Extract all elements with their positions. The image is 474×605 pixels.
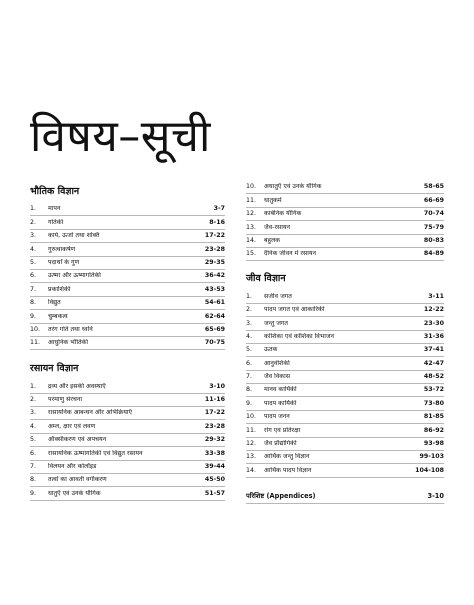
- toc-item-number: 9.: [30, 489, 37, 497]
- toc-item: [30, 230, 225, 243]
- section-bhautik: [30, 185, 225, 350]
- toc-item: [246, 397, 444, 410]
- toc-item-pages: 17-22: [204, 232, 225, 240]
- toc-item-pages: 29-35: [204, 258, 225, 266]
- toc-item-number: 2.: [246, 306, 253, 314]
- toc-item: [30, 447, 225, 460]
- toc-item-pages: 11-16: [204, 396, 225, 404]
- toc-item-pages: 45-50: [204, 476, 225, 484]
- toc-item-pages: 62-64: [204, 312, 225, 320]
- toc-item-pages: 73-80: [423, 399, 444, 407]
- toc-item-number: 5.: [246, 346, 253, 354]
- section-rasayan: [30, 362, 225, 501]
- toc-item: [246, 384, 444, 397]
- toc-item-number: 5.: [30, 258, 37, 266]
- toc-item-pages: 70-74: [423, 210, 444, 218]
- toc-item-pages: 93-98: [423, 440, 444, 448]
- toc-item: [30, 283, 225, 296]
- toc-list: [246, 181, 444, 261]
- section-heading: भौतिक विज्ञान: [30, 186, 80, 197]
- toc-item: [30, 243, 225, 256]
- toc-item-label: कार्बनिक यौगिक: [264, 210, 302, 218]
- toc-item-number: 11.: [246, 426, 257, 434]
- toc-item-pages: 3-10: [209, 382, 225, 390]
- toc-item: [30, 407, 225, 420]
- toc-item-label: ऑक्सीकरण एवं अपचयन: [48, 436, 107, 444]
- toc-item-label: चुम्बकत्व: [48, 312, 68, 320]
- section-heading: जीव विज्ञान: [246, 273, 286, 285]
- toc-item-number: 14.: [246, 466, 257, 474]
- toc-item: [30, 324, 225, 337]
- toc-item-pages: 3-11: [428, 292, 444, 300]
- toc-item-label: कार्य, ऊर्जा तथा शक्ति: [48, 232, 100, 240]
- toc-item-pages: 66-69: [423, 196, 444, 204]
- toc-item-pages: 51-57: [204, 489, 225, 497]
- toc-item-number: 2.: [30, 396, 37, 404]
- toc-item: [30, 487, 225, 500]
- toc-item-label: विलयन और कोलॉइड: [48, 463, 97, 471]
- toc-item-pages: 81-85: [423, 413, 444, 421]
- toc-item: [246, 331, 444, 344]
- toc-item-pages: 65-69: [204, 325, 225, 333]
- toc-item-number: 6.: [30, 272, 37, 280]
- toc-item-label: रासायनिक ऊष्मागतिकी एवं विद्युत रसायन: [48, 449, 143, 457]
- toc-item-number: 3.: [30, 232, 37, 240]
- toc-item-number: 9.: [30, 312, 37, 320]
- toc-item-label: पदार्थों के गुण: [48, 258, 80, 266]
- toc-item-label: जन्तु जगत: [264, 319, 289, 327]
- toc-item-label: धातुएँ एवं उनके यौगिक: [48, 489, 101, 497]
- toc-item-number: 3.: [30, 409, 37, 417]
- toc-item-pages: 80-83: [423, 236, 444, 244]
- toc-item-label: विद्युत: [48, 299, 61, 307]
- toc-item-label: आर्थिक पादप विज्ञान: [264, 466, 312, 474]
- toc-item-pages: 58-65: [423, 183, 444, 191]
- toc-item-label: जैव-रसायन: [264, 223, 291, 231]
- toc-item-label: मापन: [48, 205, 61, 213]
- toc-item-number: 12.: [246, 440, 257, 448]
- toc-item-number: 8.: [246, 386, 253, 394]
- toc-item-label: सजीव जगत: [264, 292, 292, 300]
- toc-item-pages: 23-30: [423, 319, 444, 327]
- toc-item-label: परमाणु संरचना: [48, 396, 83, 404]
- toc-item: [246, 411, 444, 424]
- toc-item-number: 13.: [246, 453, 257, 461]
- toc-item-label: आधुनिक भौतिकी: [48, 339, 89, 347]
- toc-item-label: रासायनिक आबन्धन और अभिक्रियाएँ: [48, 409, 132, 417]
- toc-item-pages: 23-28: [204, 245, 225, 253]
- toc-item-pages: 99-103: [419, 453, 444, 461]
- toc-item: [30, 203, 225, 216]
- toc-item-number: 4.: [30, 422, 37, 430]
- toc-item-label: आर्थिक जन्तु विज्ञान: [264, 453, 310, 461]
- toc-item-pages: 53-72: [423, 386, 444, 394]
- appendix-pages: 3-10: [427, 492, 444, 501]
- toc-item: [246, 304, 444, 317]
- toc-item-pages: 12-22: [423, 306, 444, 314]
- toc-item-pages: 84-89: [423, 250, 444, 258]
- toc-item-label: प्रकाशिकी: [48, 285, 71, 293]
- toc-item: [30, 394, 225, 407]
- toc-item-number: 7.: [246, 373, 253, 381]
- toc-item-number: 10.: [246, 413, 257, 421]
- toc-item-pages: 33-38: [204, 449, 225, 457]
- toc-item-number: 7.: [30, 463, 37, 471]
- toc-item-label: बहुलक: [264, 236, 281, 244]
- toc-item-pages: 70-75: [204, 339, 225, 347]
- toc-item: [246, 371, 444, 384]
- toc-item-label: अम्ल, क्षार एवं लवण: [48, 422, 96, 430]
- toc-item: [246, 248, 444, 261]
- toc-item: [246, 357, 444, 370]
- toc-item: [30, 474, 225, 487]
- toc-item-pages: 39-44: [204, 463, 225, 471]
- toc-item: [246, 464, 444, 477]
- toc-item-pages: 86-92: [423, 426, 444, 434]
- toc-item-label: जैव प्रौद्योगिकी: [264, 440, 297, 448]
- toc-item-pages: 54-61: [204, 299, 225, 307]
- toc-item-pages: 43-53: [204, 285, 225, 293]
- toc-item-number: 13.: [246, 223, 257, 231]
- toc-item: [246, 221, 444, 234]
- section-rasayan-continued: [246, 181, 444, 261]
- toc-item-pages: 23-28: [204, 422, 225, 430]
- toc-item-number: 6.: [246, 359, 253, 367]
- toc-item-number: 6.: [30, 449, 37, 457]
- toc-item-label: धातुकर्म: [264, 196, 282, 204]
- toc-list: [30, 203, 225, 350]
- toc-item-number: 3.: [246, 319, 253, 327]
- toc-item-label: पादप कार्यिकी: [264, 399, 297, 407]
- section-jeev: [246, 272, 444, 477]
- toc-item: [246, 438, 444, 451]
- toc-item-number: 5.: [30, 436, 37, 444]
- toc-item-pages: 17-22: [204, 409, 225, 417]
- toc-item: [30, 310, 225, 323]
- toc-column-left: [30, 185, 225, 501]
- section-heading: रसायन विज्ञान: [30, 363, 79, 375]
- toc-item-number: 12.: [246, 210, 257, 218]
- toc-column-right: [246, 181, 444, 504]
- toc-item: [246, 424, 444, 437]
- toc-item: [30, 461, 225, 474]
- toc-item-label: गतिकी: [48, 218, 64, 226]
- toc-item-label: आनुवंशिकी: [264, 359, 290, 367]
- toc-item-number: 11.: [30, 339, 41, 347]
- toc-item-number: 10.: [30, 325, 41, 333]
- toc-item-label: जैव विकास: [264, 373, 291, 381]
- toc-item-label: तरंग गति तथा ध्वनि: [48, 325, 93, 333]
- toc-item: [30, 216, 225, 229]
- page-title: विषय–सूची: [30, 111, 211, 162]
- toc-item-pages: 31-36: [423, 332, 444, 340]
- toc-item-number: 2.: [30, 218, 37, 226]
- toc-item-number: 9.: [246, 399, 253, 407]
- toc-item-number: 8.: [30, 476, 37, 484]
- toc-item-pages: 8-16: [209, 218, 225, 226]
- toc-item-pages: 75-79: [423, 223, 444, 231]
- toc-item-label: ऊतक: [264, 346, 278, 354]
- toc-item-label: ऊष्मा और ऊष्मागतिकी: [48, 272, 101, 280]
- toc-item-number: 14.: [246, 236, 257, 244]
- toc-item-label: पादप जगत एवं आकारिकी: [264, 306, 325, 314]
- toc-item-number: 1.: [30, 382, 37, 390]
- toc-item-label: कोशिका एवं कोशिका विभाजन: [264, 332, 335, 340]
- toc-item-number: 7.: [30, 285, 37, 293]
- toc-item: [30, 337, 225, 350]
- toc-item: [246, 208, 444, 221]
- toc-item: [246, 344, 444, 357]
- toc-item-number: 15.: [246, 250, 257, 258]
- toc-item-number: 8.: [30, 299, 37, 307]
- toc-item-label: तत्वों का आवर्ती वर्गीकरण: [48, 476, 107, 484]
- toc-item-pages: 48-52: [423, 373, 444, 381]
- toc-item-number: 4.: [246, 332, 253, 340]
- toc-item-pages: 42-47: [423, 359, 444, 367]
- toc-item: [30, 297, 225, 310]
- toc-item: [246, 317, 444, 330]
- toc-item: [246, 235, 444, 248]
- toc-item-number: 10.: [246, 183, 257, 191]
- toc-item-pages: 104-108: [415, 466, 444, 474]
- toc-list: [30, 380, 225, 501]
- toc-item: [30, 270, 225, 283]
- toc-item-pages: 36-42: [204, 272, 225, 280]
- toc-item: [246, 451, 444, 464]
- toc-item: [30, 257, 225, 270]
- toc-item-number: 4.: [30, 245, 37, 253]
- toc-item-label: रोग एवं प्रतिरक्षा: [264, 426, 301, 434]
- toc-item: [246, 290, 444, 303]
- toc-list: [246, 290, 444, 477]
- toc-item: [246, 181, 444, 194]
- toc-item: [30, 420, 225, 433]
- toc-item-number: 11.: [246, 196, 257, 204]
- toc-item: [30, 380, 225, 393]
- toc-item-pages: 37-41: [423, 346, 444, 354]
- toc-item-number: 1.: [30, 205, 37, 213]
- toc-item: [246, 194, 444, 207]
- toc-item-pages: 29-32: [204, 436, 225, 444]
- toc-item-pages: 3-7: [213, 205, 225, 213]
- toc-item-number: 1.: [246, 292, 253, 300]
- toc-item-label: गुरुत्वाकर्षण: [48, 245, 76, 253]
- toc-item-label: दैनिक जीवन में रसायन: [264, 250, 316, 258]
- toc-item-label: द्रव्य और इसकी अवस्थाएँ: [48, 382, 106, 390]
- toc-item-label: पादप जनन: [264, 413, 290, 421]
- toc-item-label: मानव कार्यिकी: [264, 386, 297, 394]
- toc-item-label: अधातुएँ एवं उनके यौगिक: [264, 183, 322, 191]
- toc-item: [30, 434, 225, 447]
- appendix-entry: [246, 490, 444, 504]
- appendix-label: परिशिष्ट (Appendices): [246, 492, 316, 501]
